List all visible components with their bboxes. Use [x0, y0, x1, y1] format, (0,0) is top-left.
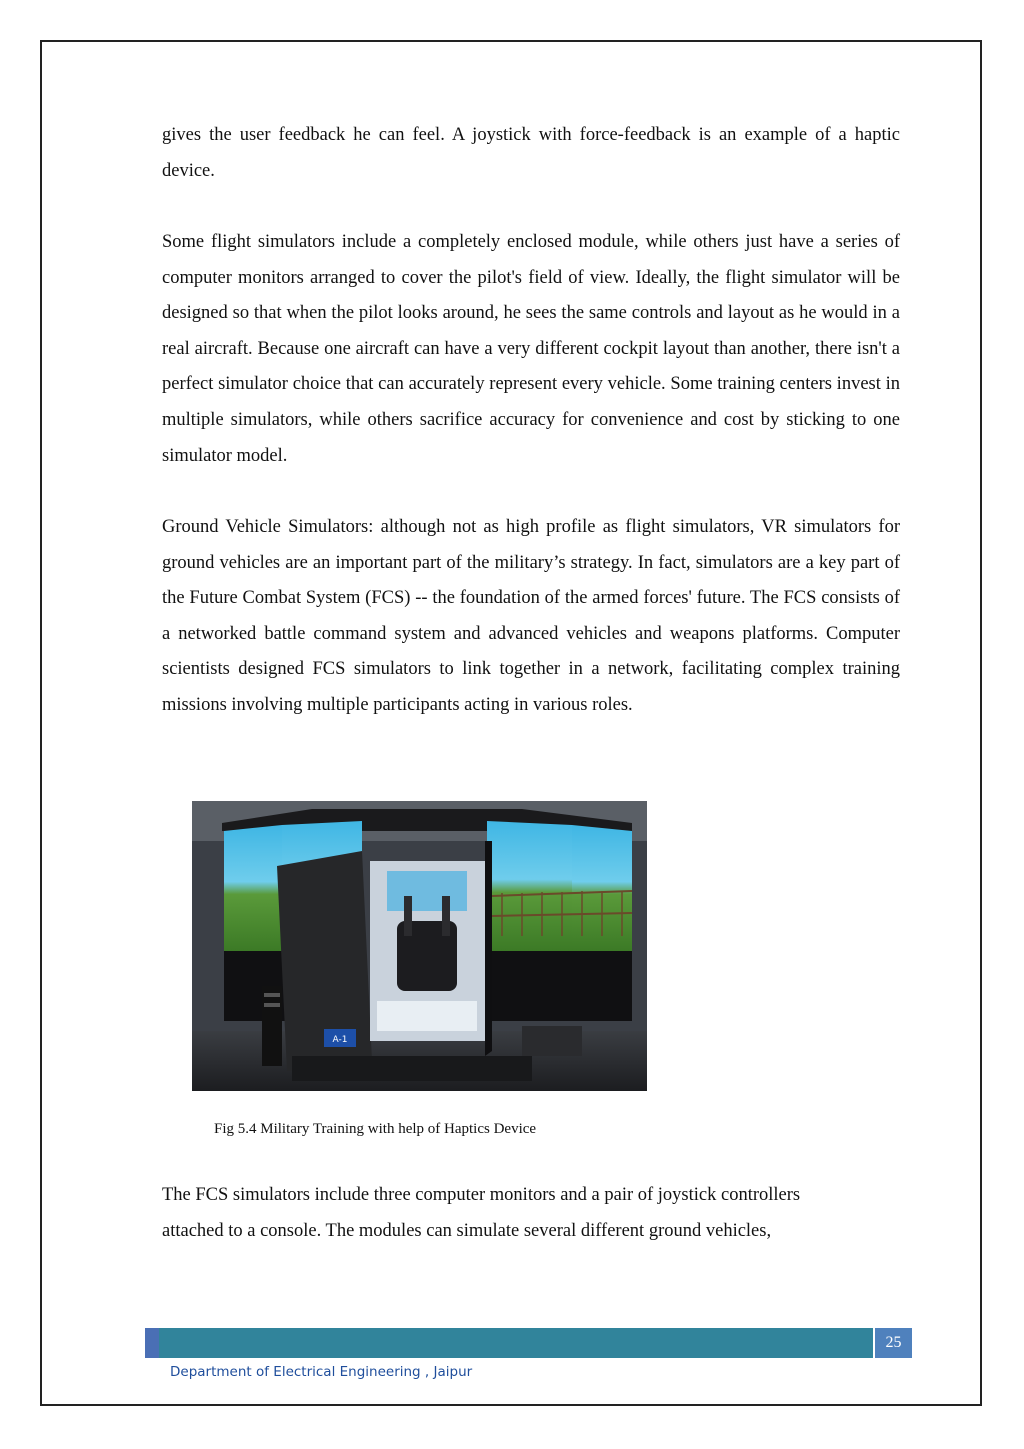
footer-bar — [145, 1328, 873, 1358]
figure-caption: Fig 5.4 Military Training with help of Haptics Device — [214, 1121, 537, 1137]
paragraph-line: The FCS simulators include three computer monitors and a pair of joystick controllers — [162, 1185, 801, 1205]
simulator-photo — [192, 801, 647, 1091]
panel-label: A-1 — [332, 1035, 348, 1045]
footer-department: Department of Electrical Engineering , Jaipur — [170, 1364, 473, 1380]
paragraph-flight-simulators: Some flight simulators include a completely enclosed module, while others just have a series of computer monitors arranged to cover the pilot's field of view. Ideally, the flight simulator will be designed so that when the pilot looks around, he sees the same controls and layout as he would in a real aircraft. Because one aircraft can have a very different cockpit layout than another, there isn't a perfect simulator choice that can accurately represent every vehicle. Some training centers invest in multiple simulators, while others sacrifice accuracy for convenience and cost by sticking to one simulator model. — [162, 232, 900, 466]
paragraph-ground-vehicle-simulators: Ground Vehicle Simulators: although not as high profile as flight simulators, VR simulators for ground vehicles are an important part of the military’s strategy. In fact, simulators are a key part of the Future Combat System (FCS) -- the foundation of the armed forces' future. The FCS consists of a networked battle command system and advanced vehicles and weapons platforms. Computer scientists designed FCS simulators to link together in a network, facilitating complex training missions involving multiple participants acting in various roles. — [162, 517, 900, 715]
paragraph-haptic-device: gives the user feedback he can feel. A joystick with force-feedback is an example of a haptic device. — [162, 125, 900, 181]
footer-accent — [145, 1328, 159, 1358]
paragraph-fcs-simulators — [162, 1178, 900, 1249]
paragraph-line: attached to a console. The modules can simulate several different ground vehicles, — [162, 1220, 772, 1241]
page-number: 25 — [875, 1328, 912, 1358]
